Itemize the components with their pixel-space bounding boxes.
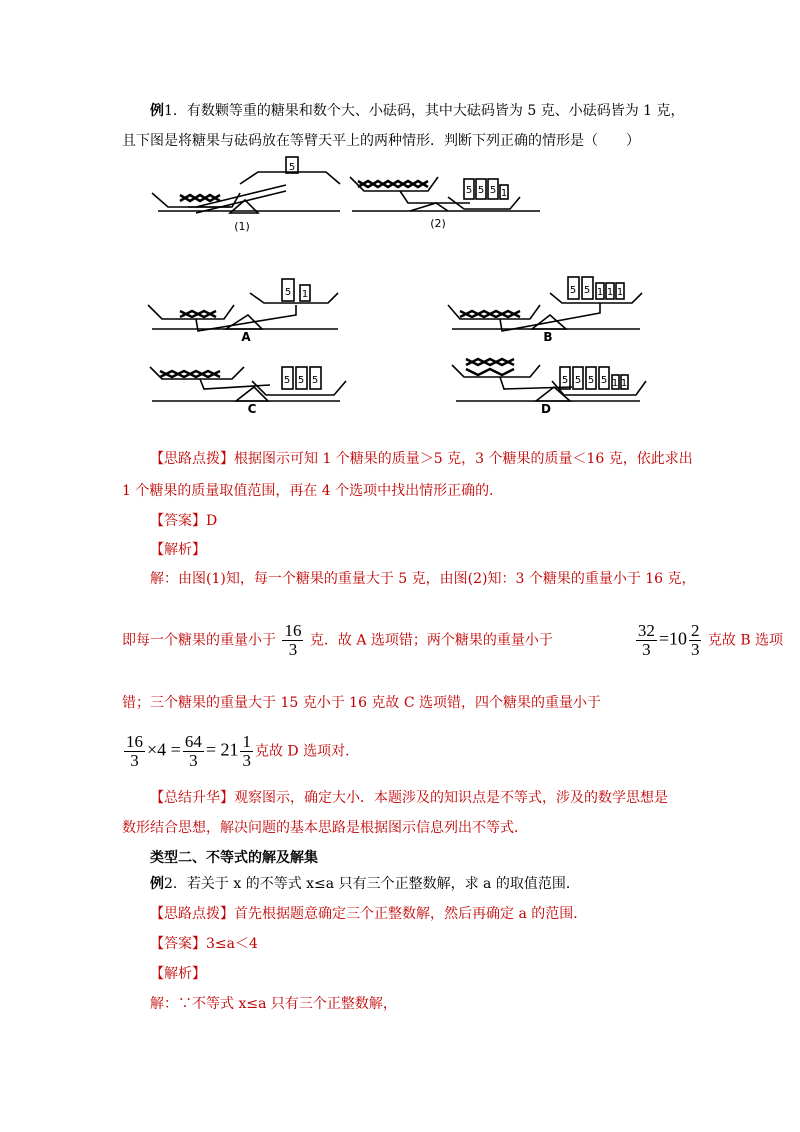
svg-text:5: 5	[465, 185, 473, 196]
analysis1-line3: 错；三个糖果的重量大于 15 克小于 16 克故 C 选项错，四个糖果的重量小于	[122, 695, 602, 711]
svg-text:1: 1	[620, 378, 628, 389]
svg-text:5: 5	[574, 375, 582, 386]
example1-number: 1．	[164, 103, 187, 119]
svg-text:5: 5	[561, 375, 569, 386]
weight-label-fig1: 5	[288, 162, 296, 173]
analysis1-tag: 【解析】	[150, 542, 206, 558]
summary1-line2: 数形结合思想，解决问题的基本思路是根据图示信息列出不等式．	[122, 820, 528, 836]
analysis2-tag: 【解析】	[150, 966, 206, 982]
balance-option-b	[448, 277, 642, 331]
fraction-1-3: $\frac{1}{3}$	[242, 732, 251, 770]
svg-text:1: 1	[500, 188, 508, 199]
svg-text:5: 5	[489, 185, 497, 196]
svg-text:5: 5	[477, 185, 485, 196]
option-b-label: B	[543, 330, 553, 344]
fraction-32-3: $\frac{32}{3}$	[637, 621, 655, 659]
answer1-tag: 【答案】	[150, 513, 206, 529]
answer2-value: 3≤a＜4	[206, 936, 258, 952]
hint1-tag: 【思路点拨】	[150, 451, 234, 467]
svg-text:5: 5	[284, 287, 292, 298]
example2: 例2．若关于 x 的不等式 x≤a 只有三个正整数解，求 a 的取值范围．	[150, 876, 580, 892]
balance-fig2	[350, 177, 540, 211]
fraction-16-3: $\frac{16}{3}$	[284, 621, 302, 659]
svg-text:5: 5	[311, 375, 319, 386]
svg-text:5: 5	[297, 375, 305, 386]
example1-label: 例	[150, 103, 164, 119]
answer1	[150, 511, 217, 531]
section2-title: 类型二、不等式的解及解集	[150, 850, 318, 866]
svg-text:1: 1	[606, 287, 614, 298]
answer1-value: D	[206, 513, 218, 529]
hint1-line1: 【思路点拨】根据图示可知 1 个糖果的质量＞5 克，3 个糖果的质量＜16 克，依此求出	[150, 451, 693, 467]
analysis1-line1: 解：由图(1)知，每一个糖果的重量大于 5 克，由图(2)知：3 个糖果的重量小于 16 克，	[150, 571, 696, 587]
fig2-caption: (2)	[430, 217, 446, 230]
analysis1-line2: 即每一个糖果的重量小于 $\frac{16}{3}$ 克．故 A 选项错；两个糖果的重量小于 $\frac{32}{3}$ =10 $\frac{2}{3}$ 克故 B 选项	[122, 621, 784, 659]
balance-option-a	[148, 279, 338, 331]
svg-text:5: 5	[587, 375, 595, 386]
example1-line1	[150, 101, 685, 121]
svg-text:5: 5	[600, 375, 608, 386]
candies-fig2	[358, 181, 428, 187]
option-d-label: D	[541, 402, 551, 416]
answer2-tag: 【答案】	[150, 936, 206, 952]
answer2	[150, 934, 258, 954]
balance-fig1	[152, 157, 340, 213]
example2-label: 例	[150, 876, 164, 892]
svg-text:5: 5	[283, 375, 291, 386]
hint2-tag: 【思路点拨】	[150, 906, 234, 922]
fraction-16-3-b: $\frac{16}{3}$	[126, 732, 143, 770]
analysis2-line1: 解：∵不等式 x≤a 只有三个正整数解，	[150, 996, 397, 1012]
svg-text:5: 5	[569, 285, 577, 296]
option-a-label: A	[241, 330, 251, 344]
summary1-line1: 【总结升华】观察图示，确定大小．本题涉及的知识点是不等式，涉及的数学思想是	[150, 790, 668, 806]
svg-text:5: 5	[583, 285, 591, 296]
balance-figures	[0, 155, 800, 475]
fraction-2-3: $\frac{2}{3}$	[690, 621, 700, 659]
candies-fig1	[180, 195, 220, 201]
svg-text:1: 1	[301, 289, 309, 300]
fig1-caption: (1)	[234, 220, 250, 233]
hint1-line2: 1 个糖果的质量取值范围，再在 4 个选项中找出情形正确的．	[122, 483, 504, 499]
svg-text:1: 1	[616, 287, 624, 298]
svg-text:1: 1	[611, 378, 619, 389]
option-c-label: C	[247, 402, 257, 416]
analysis1-line4: $\frac{16}{3}$ ×4 = $\frac{64}{3}$ = 21 $\frac{1}{3}$ 克故 D 选项对．	[126, 732, 360, 770]
svg-text:1: 1	[596, 287, 604, 298]
hint2: 【思路点拨】首先根据题意确定三个正整数解，然后再确定 a 的范围．	[150, 906, 588, 922]
example1-line2: 且下图是将糖果与砝码放在等臂天平上的两种情形．判断下列正确的情形是（ ）	[122, 133, 640, 149]
fraction-64-3: $\frac{64}{3}$	[184, 732, 202, 770]
summary1-tag: 【总结升华】	[150, 790, 234, 806]
example1-text1: 有数颗等重的糖果和数个大、小砝码，其中大砝码皆为 5 克、小砝码皆为 1 克，	[186, 103, 685, 119]
